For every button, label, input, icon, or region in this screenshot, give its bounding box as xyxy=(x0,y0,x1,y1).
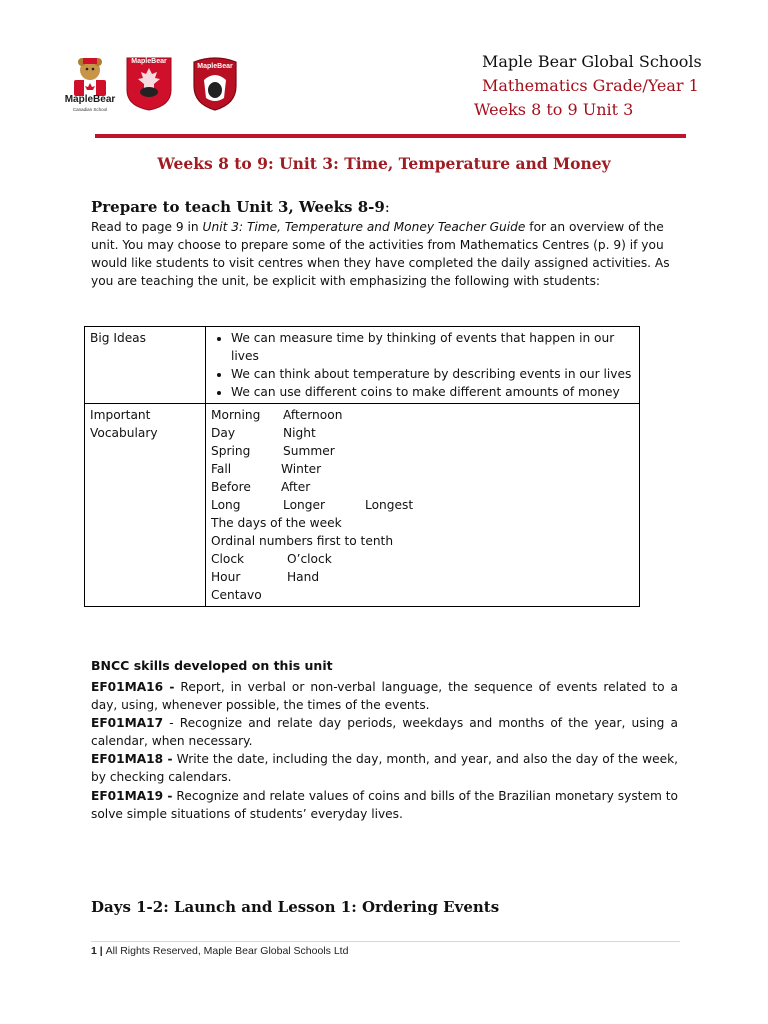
vocab-word: Longest xyxy=(365,498,414,512)
skill-code: EF01MA16 - xyxy=(91,680,175,694)
logo-text-maplebear-2: MapleBear xyxy=(131,58,167,65)
skill-code: EF01MA17 xyxy=(91,716,164,730)
vocab-row xyxy=(211,406,634,424)
header-weeks: Weeks 8 to 9 Unit 3 xyxy=(474,100,634,119)
vocab-row xyxy=(211,496,634,514)
footer-separator: | xyxy=(96,945,106,957)
vocab-word: Long xyxy=(211,498,241,512)
vocab-row xyxy=(211,550,634,568)
big-ideas-cell xyxy=(206,327,640,404)
header-subject: Mathematics Grade/Year 1 xyxy=(482,76,699,95)
vocab-word: O’clock xyxy=(287,552,332,566)
vocab-word: Hand xyxy=(287,570,320,584)
prepare-paragraph xyxy=(91,218,681,290)
prepare-heading xyxy=(91,198,390,216)
prepare-text-after: for an overview of the unit. You may choose to prepare some of the activities from Mathematics Centres (p. 9) if you would like students to visit centres when they have completed the daily assigned activities. As you are teaching the unit, be explicit with emphasizing the following with students: xyxy=(91,220,670,288)
vocab-row xyxy=(211,568,634,586)
prepare-heading-colon: : xyxy=(384,198,390,216)
vocab-row xyxy=(211,586,634,604)
vocab-word: Centavo xyxy=(211,588,262,602)
page-title: Weeks 8 to 9: Unit 3: Time, Temperature and Money xyxy=(157,154,611,173)
vocab-row xyxy=(211,442,634,460)
skill-text: Recognize and relate values of coins and bills of the Brazilian monetary system to solve simple situations of students’ everyday lives. xyxy=(91,789,679,821)
big-ideas-label: Big Ideas xyxy=(85,327,206,404)
skill-code: EF01MA19 - xyxy=(91,789,173,803)
prepare-text-before: Read to page 9 in xyxy=(91,220,203,234)
vocab-row xyxy=(211,478,634,496)
footer-divider xyxy=(91,941,680,942)
skill-code: EF01MA18 - xyxy=(91,752,173,766)
bncc-skills-heading: BNCC skills developed on this unit xyxy=(91,658,333,673)
vocab-row xyxy=(211,460,634,478)
vocab-word: Morning xyxy=(211,408,261,422)
skill-item xyxy=(91,750,678,786)
vocab-word: Night xyxy=(283,426,316,440)
skill-item xyxy=(91,714,678,750)
vocabulary-label: Important Vocabulary xyxy=(85,404,206,607)
skill-item xyxy=(91,787,678,823)
page-number: 1 xyxy=(91,945,97,957)
logo-text-maplebear: MapleBear xyxy=(64,94,116,105)
big-ideas-list xyxy=(211,329,634,401)
prepare-heading-text: Prepare to teach Unit 3, Weeks 8-9 xyxy=(91,198,385,216)
list-item: • We can measure time by thinking of events that happen in our lives xyxy=(231,329,634,365)
vocab-word: Fall xyxy=(211,462,232,476)
header-divider xyxy=(95,134,686,138)
skill-text: Report, in verbal or non-verbal language, the sequence of events related to a day, using, whenever possible, the times of the events. xyxy=(91,680,679,712)
vocab-word: Winter xyxy=(281,462,322,476)
vocab-word: Clock xyxy=(211,552,245,566)
vocab-word: The days of the week xyxy=(211,516,342,530)
skill-text: - Recognize and relate day periods, weekdays and months of the year, using a calendar, when necessary. xyxy=(91,716,678,748)
vocab-row xyxy=(211,424,634,442)
list-item: • We can use different coins to make different amounts of money xyxy=(231,383,634,401)
vocab-word: Day xyxy=(211,426,236,440)
vocabulary-cell xyxy=(206,404,640,607)
header-school-name: Maple Bear Global Schools xyxy=(482,52,702,71)
table-row xyxy=(85,327,640,404)
vocab-row xyxy=(211,514,634,532)
vocab-word: Ordinal numbers first to tenth xyxy=(211,534,394,548)
vocab-row xyxy=(211,532,634,550)
logo-text-maplebear-3: MapleBear xyxy=(197,63,233,70)
skill-text: Write the date, including the day, month, and year, and also the day of the week, by checking calendars. xyxy=(91,752,678,784)
footer-text: All Rights Reserved, Maple Bear Global Schools Ltd xyxy=(105,945,349,957)
vocab-word: Longer xyxy=(283,498,326,512)
teacher-guide-title: Unit 3: Time, Temperature and Money Teacher Guide xyxy=(202,220,526,234)
days-heading: Days 1-2: Launch and Lesson 1: Ordering Events xyxy=(91,898,500,916)
vocab-word: Hour xyxy=(211,570,241,584)
vocab-word: Before xyxy=(211,480,251,494)
logo-sub-canadian-school: Canadian School xyxy=(72,107,108,112)
list-item: • We can think about temperature by describing events in our lives xyxy=(231,365,634,383)
skill-item xyxy=(91,678,678,714)
table-row xyxy=(85,404,640,607)
big-ideas-table xyxy=(84,326,640,607)
vocab-word: After xyxy=(281,480,311,494)
vocab-word: Spring xyxy=(211,444,251,458)
footer xyxy=(91,945,348,957)
vocab-word: Afternoon xyxy=(283,408,343,422)
vocab-word: Summer xyxy=(283,444,335,458)
